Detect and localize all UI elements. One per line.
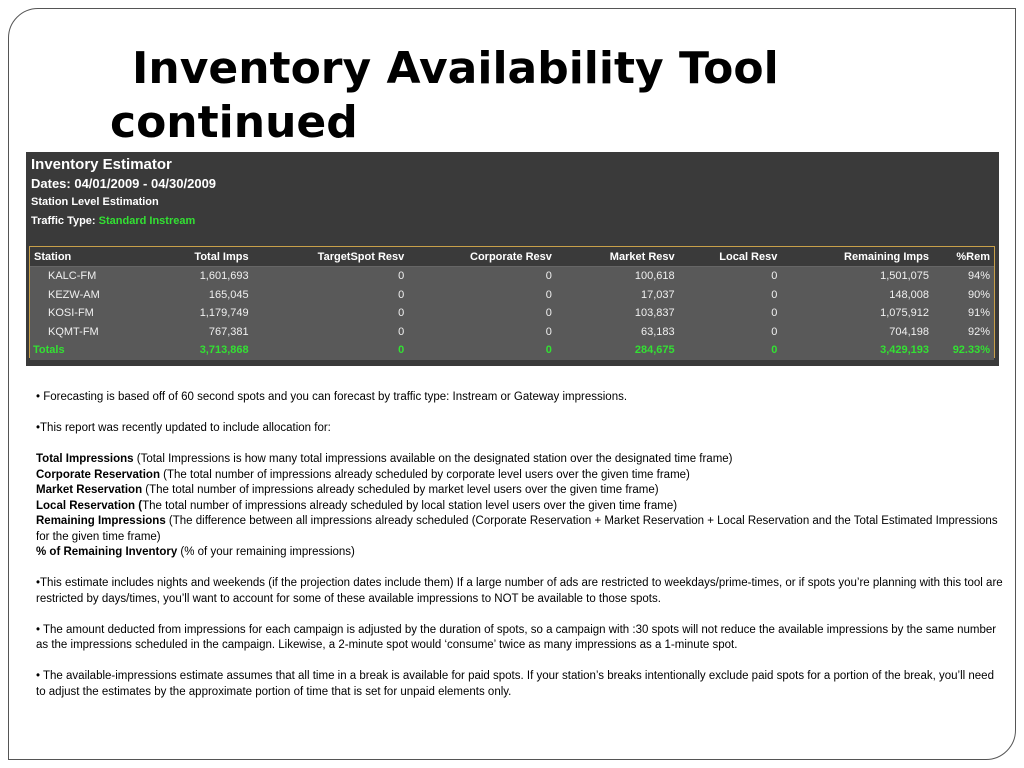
definition-desc: (The difference between all impressions already scheduled (Corporate Reservation + Market Reservation + Local Reservation and the Total Estimated Impressions for the given time frame): [36, 515, 998, 543]
definition-term: Corporate Reservation: [36, 468, 160, 481]
definition-desc: (The total number of impressions already scheduled by corporate level users over the given time frame): [159, 468, 690, 481]
definition-percent-remaining: [36, 545, 1004, 561]
page-title: [110, 42, 930, 150]
table-row: [30, 286, 994, 305]
column-header: Remaining Imps: [781, 247, 933, 267]
station-cell: KOSI-FM: [30, 304, 140, 323]
table-cell: 94%: [933, 267, 994, 286]
title-line-1: Inventory Availability Tool: [132, 43, 779, 94]
table-cell: 0: [679, 286, 782, 305]
definition-total-impressions: [36, 452, 1004, 468]
table-cell: 0: [408, 267, 556, 286]
table-cell: 1,501,075: [781, 267, 933, 286]
table-cell: 100,618: [556, 267, 679, 286]
table-cell: 63,183: [556, 323, 679, 342]
paragraph-allocation: •This report was recently updated to include allocation for:: [36, 422, 331, 434]
paragraph-spot-duration: • The amount deducted from impressions for each campaign is adjusted by the duration of spots, so a campaign with :30 spots will not reduce the available impressions by the same number as the impressions scheduled in the campaign. Likewise, a 2-minute spot would ‘consume’ twice as many impressions as a 1-minute spot.: [36, 623, 997, 651]
paragraph-nights-weekends: •This estimate includes nights and weekends (if the projection dates include them) If a large number of ads are restricted to weekdays/prime-times, or if spots you’re planning with this tool are restricted by days/times, you’ll want to account for some of these available impressions to NOT be available to those spots.: [36, 577, 1003, 605]
table-cell: 0: [253, 323, 409, 342]
estimator-dates: Dates: 04/01/2009 - 04/30/2009: [31, 176, 217, 191]
totals-cell: 3,713,868: [140, 341, 253, 360]
table-cell: 0: [679, 267, 782, 286]
inventory-estimator-panel: [26, 152, 999, 366]
estimator-level: Station Level Estimation: [31, 196, 159, 208]
definition-desc: (Total Impressions is how many total impressions available on the designated station over the designated time frame): [133, 453, 733, 465]
estimator-title: Inventory Estimator: [31, 156, 172, 173]
column-header: Station: [30, 247, 140, 267]
totals-cell: 284,675: [556, 341, 679, 360]
definition-corporate-reservation: [36, 468, 1004, 484]
definition-desc: (The total number of impressions already scheduled by market level users over the given time frame): [142, 484, 659, 496]
table-row: [30, 267, 994, 286]
table-row: [30, 304, 994, 323]
column-header: %Rem: [933, 247, 994, 267]
column-header: Local Resv: [679, 247, 782, 267]
table-header-row: [30, 247, 994, 267]
table-cell: 90%: [933, 286, 994, 305]
totals-cell: 0: [679, 341, 782, 360]
definition-local-reservation: [36, 499, 1004, 515]
title-line-2: continued: [110, 97, 358, 148]
station-cell: KEZW-AM: [30, 286, 140, 305]
table-cell: 0: [408, 304, 556, 323]
column-header: Total Imps: [140, 247, 253, 267]
traffic-type-value: Standard Instream: [98, 215, 196, 227]
definition-remaining-impressions: [36, 514, 1004, 545]
station-cell: KALC-FM: [30, 267, 140, 286]
column-header: TargetSpot Resv: [253, 247, 409, 267]
definition-term: Local Reservation (: [36, 499, 143, 512]
paragraph-forecasting: • Forecasting is based off of 60 second spots and you can forecast by traffic type: Instream or Gateway impressions.: [36, 391, 628, 403]
definition-term: Remaining Impressions: [36, 515, 166, 527]
definition-term: % of Remaining Inventory: [36, 546, 178, 558]
definition-market-reservation: [36, 483, 1004, 499]
paragraph-break-time: • The available-impressions estimate assumes that all time in a break is available for paid spots. If your station’s breaks intentionally exclude paid spots for a portion of the break, you’ll need to adjust the estimates by the approximate portion of time that is set for unpaid elements only.: [36, 670, 994, 698]
station-cell: KQMT-FM: [30, 323, 140, 342]
column-header: Corporate Resv: [408, 247, 556, 267]
table-cell: 0: [679, 323, 782, 342]
totals-cell: 92.33%: [933, 341, 994, 360]
table-cell: 148,008: [781, 286, 933, 305]
table-cell: 103,837: [556, 304, 679, 323]
table-cell: 0: [253, 267, 409, 286]
table-cell: 704,198: [781, 323, 933, 342]
table-cell: 0: [253, 304, 409, 323]
totals-cell: 3,429,193: [781, 341, 933, 360]
table-cell: 91%: [933, 304, 994, 323]
table-cell: 767,381: [140, 323, 253, 342]
inventory-table: [30, 247, 994, 360]
table-cell: 165,045: [140, 286, 253, 305]
totals-cell: 0: [408, 341, 556, 360]
table-cell: 92%: [933, 323, 994, 342]
definition-term: Market Reservation: [36, 484, 143, 496]
totals-label: Totals: [30, 341, 140, 360]
table-cell: 0: [408, 286, 556, 305]
table-row: [30, 323, 994, 342]
estimator-traffic-type: [31, 215, 195, 227]
definition-desc: The total number of impressions already scheduled by local station level users over the given time frame): [142, 499, 678, 512]
definition-term: Total Impressions: [36, 453, 134, 465]
table-cell: 1,601,693: [140, 267, 253, 286]
table-cell: 17,037: [556, 286, 679, 305]
traffic-type-label: Traffic Type:: [31, 215, 99, 227]
table-cell: 0: [679, 304, 782, 323]
column-header: Market Resv: [556, 247, 679, 267]
definition-desc: (% of your remaining impressions): [177, 546, 355, 558]
inventory-table-frame: [29, 246, 995, 358]
table-cell: 0: [253, 286, 409, 305]
table-cell: 1,179,749: [140, 304, 253, 323]
totals-cell: 0: [253, 341, 409, 360]
body-text: [36, 390, 1004, 700]
table-cell: 0: [408, 323, 556, 342]
table-cell: 1,075,912: [781, 304, 933, 323]
totals-row: [30, 341, 994, 360]
